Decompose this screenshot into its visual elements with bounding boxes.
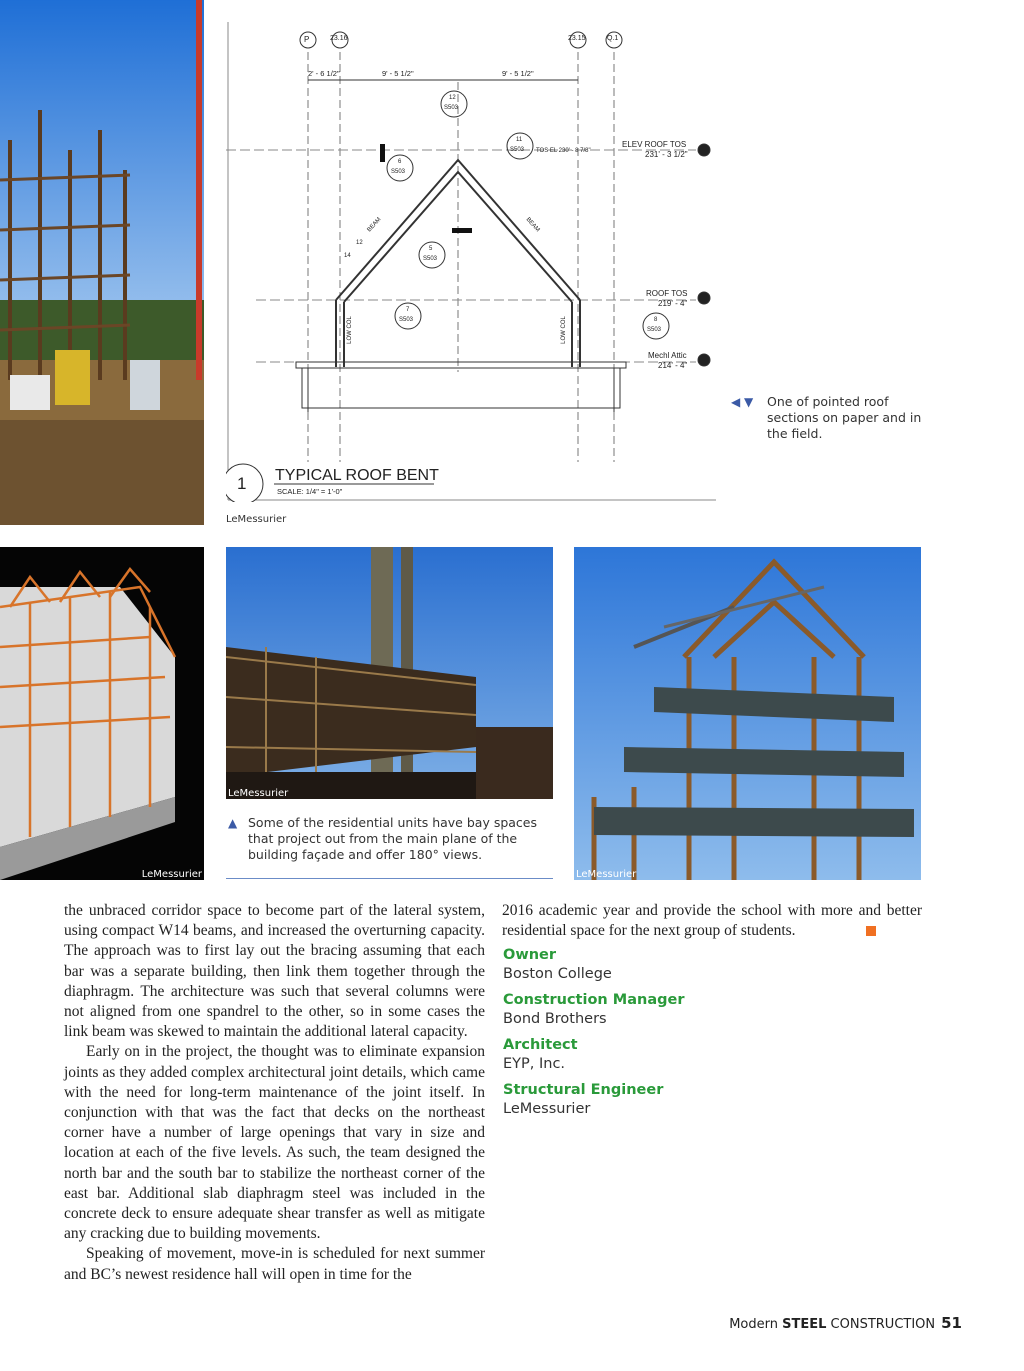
- paragraph: 2016 academic year and provide the school with more and better residential space for the next group of students.: [502, 902, 922, 940]
- end-mark-icon: [866, 926, 876, 936]
- model-credit: LeMessurier: [141, 869, 202, 880]
- low-col-label-right: LOW COL: [560, 316, 567, 344]
- callout-11-sheet: S503: [510, 147, 525, 153]
- bay-spaces-photo: [226, 547, 553, 799]
- credit-role-owner: Owner: [503, 947, 557, 963]
- bay-credit: LeMessurier: [228, 788, 289, 799]
- callout-5-num: 5: [429, 246, 433, 252]
- drawing-scale: SCALE: 1/4" = 1'-0": [277, 487, 343, 496]
- project-credits: [503, 946, 923, 1126]
- caption-arrow-icon: ◀ ▼: [731, 395, 754, 409]
- paragraph: Early on in the project, the thought was to eliminate expansion joints as they added complex architectural joint details, which came with the need for long-term maintenance of the joint itself. In conjunction with that was the fact that decks on the northeast corner have a number of large openings that vary in size and location at each of the five levels. As such, the team designed the north bar and the south bar to stabilize the northeast corner of the east bar. Additional slab diaphragm steel was included in the concrete deck to ensure adequate shear transfer as well as mitigate any cracking due to building movements.: [64, 1043, 485, 1243]
- roof-caption: [731, 394, 927, 442]
- grid-label-23-16: 23.16: [330, 35, 348, 42]
- callout-7-sheet: S503: [399, 317, 414, 323]
- dimension-2: 9' - 5 1/2": [382, 69, 414, 78]
- elev-roof-value: 231' - 3 1/2": [645, 150, 688, 159]
- footer-steel: STEEL: [782, 1317, 827, 1332]
- callout-8-sheet: S503: [647, 327, 662, 333]
- bay-caption: [228, 815, 548, 863]
- drawing-number: 1: [237, 474, 247, 493]
- drawing-credit: LeMessurier: [226, 514, 287, 525]
- article-column-right: [502, 901, 922, 941]
- credit-role-structural-engineer: Structural Engineer: [503, 1082, 664, 1098]
- elev-roof-label: ELEV ROOF TOS: [622, 140, 687, 149]
- callout-6-num: 6: [398, 159, 402, 165]
- footer-construction: CONSTRUCTION: [826, 1317, 936, 1332]
- credit-name-structural-engineer: LeMessurier: [503, 1101, 591, 1117]
- low-col-label-left: LOW COL: [346, 316, 353, 344]
- dimension-12: 12: [356, 240, 363, 246]
- roof-tos-value: 219' - 4": [658, 299, 688, 308]
- paragraph: the unbraced corridor space to become part of the lateral system, using compact W14 beams, and increased the overturning capacity. The approach was to first lay out the bracing assuming that each bar was a separate building, then link them together through the diaphragm. The architecture was such that several columns were not aligned from one spandrel to the other, so in some cases the link beam was skewed to maintain the additional lateral capacity.: [64, 902, 485, 1041]
- structural-model-render: [0, 547, 204, 880]
- callout-7-num: 7: [406, 307, 410, 313]
- typical-roof-bent-drawing: [226, 22, 718, 502]
- callout-12-num: 12: [449, 95, 456, 101]
- dimension-1: 2' - 6 1/2": [308, 69, 340, 78]
- bay-caption-text: Some of the residential units have bay spaces that project out from the main plane of the building façade and offer 180° views.: [248, 815, 537, 862]
- credit-name-owner: Boston College: [503, 966, 612, 982]
- roof-section-field-photo: [574, 547, 921, 880]
- tos-elevation: TOS EL 230' - 8 7/8": [536, 148, 591, 154]
- dimension-3: 9' - 5 1/2": [502, 69, 534, 78]
- article-column-left: [64, 901, 485, 1285]
- grid-label-q1: Q.1: [607, 35, 619, 42]
- callout-11-num: 11: [516, 137, 523, 143]
- caption-divider: [226, 878, 553, 879]
- mech-attic-label: Mechl Attic: [648, 351, 687, 360]
- roof-caption-text: One of pointed roof sections on paper and in the field.: [767, 394, 922, 441]
- page-footer: [729, 1314, 962, 1332]
- credit-role-construction-manager: Construction Manager: [503, 992, 685, 1008]
- caption-arrow-up-icon: ▲: [228, 816, 238, 830]
- footer-modern: Modern: [729, 1317, 783, 1332]
- callout-5-sheet: S503: [423, 256, 438, 262]
- beam-label-right: BEAM: [524, 216, 541, 234]
- grid-label-p: P: [304, 35, 310, 44]
- callout-8-num: 8: [654, 317, 658, 323]
- construction-site-photo: [0, 0, 204, 525]
- page-number: 51: [941, 1314, 962, 1332]
- beam-label-left: BEAM: [366, 216, 383, 234]
- credit-role-architect: Architect: [503, 1037, 578, 1053]
- credit-name-construction-manager: Bond Brothers: [503, 1011, 607, 1027]
- paragraph: Speaking of movement, move-in is scheduled for next summer and BC’s newest residence hall will open in time for the: [64, 1245, 485, 1283]
- dimension-14: 14: [344, 253, 351, 259]
- grid-label-23-15: 23.15: [568, 35, 586, 42]
- mech-attic-value: 214' - 4": [658, 361, 688, 370]
- callout-12-sheet: S503: [444, 105, 459, 111]
- roof-tos-label: ROOF TOS: [646, 289, 688, 298]
- field-credit: LeMessurier: [576, 869, 637, 880]
- credit-name-architect: EYP, Inc.: [503, 1056, 566, 1072]
- callout-6-sheet: S503: [391, 169, 406, 175]
- drawing-title: TYPICAL ROOF BENT: [275, 467, 439, 484]
